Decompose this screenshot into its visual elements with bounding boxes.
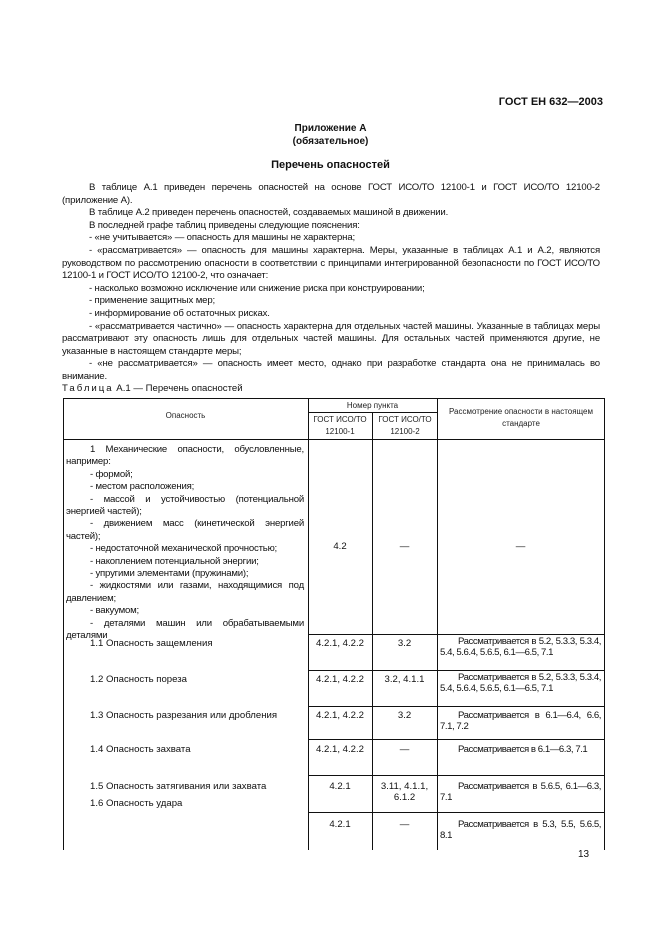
table-border-left — [63, 398, 64, 850]
paragraph: - применение защитных мер; — [89, 295, 216, 307]
header-subdivider — [308, 412, 437, 413]
paragraph: В таблице А.2 приведен перечень опасностей, создаваемых машиной в движении. — [89, 207, 449, 219]
section-title: Перечень опасностей — [271, 159, 390, 171]
paragraph: - «рассматривается частично» — опасность характерна для отдельных частей машины. Указанные в таблицах меры рассматривают эту опасность лишь для отдельных частей машины. Для остальных частей применяются другие, не указанные в настоящем стандарте меры; — [62, 320, 600, 357]
appendix-status: (обязательное) — [292, 136, 369, 147]
hazard-cell: 1.5 Опасность затягивания или захвата — [90, 781, 267, 792]
consideration-cell — [440, 819, 601, 842]
list-line: - упругими элементами (пружинами); — [90, 568, 249, 580]
header-bottom — [63, 439, 604, 440]
column-divider — [372, 412, 373, 850]
consideration-cell — [440, 744, 601, 755]
paragraph: - информирование об остаточных рисках. — [89, 307, 270, 319]
paragraph: - насколько возможно исключение или снижение риска при конструировании; — [89, 282, 425, 294]
consideration-cell — [440, 781, 601, 804]
consideration-cell — [440, 636, 601, 659]
gost1-cell: 4.2.1, 4.2.2 — [315, 710, 364, 721]
list-line: - жидкостями или газами, находящимися под давлением; — [66, 580, 304, 604]
consideration-text: Рассматривается в 5.2, 5.3.3, 5.3.4, 5.4, 5.6.4, 5.6.5, 6.1—6.5, 7.1 — [440, 672, 601, 695]
hazard-group-cell — [66, 444, 304, 643]
gost2-cell: 3.2 — [397, 710, 412, 721]
table-border-right — [604, 398, 605, 850]
list-line: - формой; — [90, 468, 133, 480]
list-line: - вакуумом; — [90, 605, 139, 617]
list-line: - местом расположения; — [90, 481, 195, 493]
intro-text — [62, 182, 600, 384]
gost1-cell: 4.2.1, 4.2.2 — [315, 674, 364, 685]
consideration-cell — [440, 672, 601, 695]
hazard-cell: 1.3 Опасность разрезания или дробления — [90, 710, 278, 721]
row-divider — [308, 739, 604, 740]
paragraph: В последней графе таблиц приведены следующие пояснения: — [89, 219, 360, 231]
consideration-text: Рассматривается в 5.2, 5.3.3, 5.3.4, 5.4, 5.6.4, 5.6.5, 6.1—6.5, 7.1 — [440, 636, 601, 659]
column-divider — [437, 398, 438, 850]
header-gost1: ГОСТ ИСО/ТО 12100-1 — [313, 415, 367, 436]
paragraph: - «не учитывается» — опасность для машины не характерна; — [89, 232, 356, 244]
list-line: 1 Механические опасности, обусловленные, например: — [66, 444, 304, 468]
row-divider — [308, 634, 604, 635]
list-line: - недостаточной механической прочностью; — [90, 543, 278, 555]
page-number: 13 — [578, 849, 590, 860]
table-border-top — [63, 398, 604, 399]
row-divider — [308, 670, 604, 671]
paragraph: В таблице А.1 приведен перечень опасностей на основе ГОСТ ИСО/ТО 12100-1 и ГОСТ ИСО/ТО 12100-2 (приложение А). — [62, 182, 600, 206]
hazard-cell: 1.4 Опасность захвата — [90, 744, 191, 755]
header-gost2: ГОСТ ИСО/ТО 12100-2 — [378, 415, 432, 436]
header-hazard: Опасность — [165, 411, 206, 420]
gost2-cell: — — [399, 819, 410, 830]
gost1-cell: 4.2.1, 4.2.2 — [315, 638, 364, 649]
list-line: - деталями машин или обрабатываемыми деталями — [66, 617, 304, 642]
consideration-cell — [440, 710, 601, 733]
gost2-cell: — — [399, 744, 410, 755]
gost1-cell: 4.2.1 — [329, 781, 351, 792]
consideration-text: Рассматривается в 5.6.5, 6.1—6.3, 7.1 — [440, 781, 601, 804]
list-line: - накоплением потенциальной энергии; — [90, 555, 259, 567]
row-divider — [308, 812, 604, 813]
list-line: - массой и устойчивостью (потенциальной энергией частей); — [66, 493, 304, 518]
gost2-cell: 3.11, 4.1.1, 6.1.2 — [380, 781, 429, 804]
document-id: ГОСТ ЕН 632—2003 — [498, 96, 603, 108]
header-clause-number: Номер пункта — [346, 401, 399, 410]
hazard-cell: 1.6 Опасность удара — [90, 798, 183, 809]
consideration-text: Рассматривается в 5.3, 5.5, 5.6.5, 8.1 — [440, 819, 601, 842]
gost1-cell: 4.2.1 — [329, 819, 351, 830]
paragraph: - «не рассматривается» — опасность имеет место, однако при разработке стандарта она не принималась во внимание. — [62, 358, 600, 382]
consideration-text: Рассматривается в 6.1—6.4, 6.6, 7.1, 7.2 — [440, 710, 601, 733]
list-line: - движением масс (кинетической энергией частей); — [66, 518, 304, 542]
caption-prefix: Таблица — [62, 383, 114, 394]
gost2-cell: 3.2, 4.1.1 — [384, 674, 425, 685]
paragraph: - «рассматривается» — опасность для машины характерна. Меры, указанные в таблицах А.1 и А.2, являются руководством по рассмотрению опасности в соответствии с принципами интегрированной безопасности по ГОСТ ИСО/ТО 12100-1 и ГОСТ ИСО/ТО 12100-2, что означает: — [62, 244, 600, 282]
table-caption — [62, 383, 243, 394]
hazard-cell: 1.1 Опасность защемления — [90, 638, 213, 649]
gost1-cell: 4.2.1, 4.2.2 — [315, 744, 364, 755]
gost2-cell: — — [399, 541, 410, 552]
gost2-cell: 3.2 — [397, 638, 412, 649]
header-consideration: Рассмотрение опасности в настоящем стандарте — [448, 407, 593, 428]
consideration-text: Рассматривается в 6.1—6.3, 7.1 — [458, 744, 588, 755]
appendix-title: Приложение А — [294, 123, 367, 134]
row-divider — [308, 706, 604, 707]
caption-text: А.1 — Перечень опасностей — [113, 383, 243, 394]
row-divider — [308, 775, 604, 776]
hazard-cell: 1.2 Опасность пореза — [90, 674, 188, 685]
consideration-cell: — — [515, 541, 526, 552]
gost1-cell: 4.2 — [333, 541, 347, 552]
